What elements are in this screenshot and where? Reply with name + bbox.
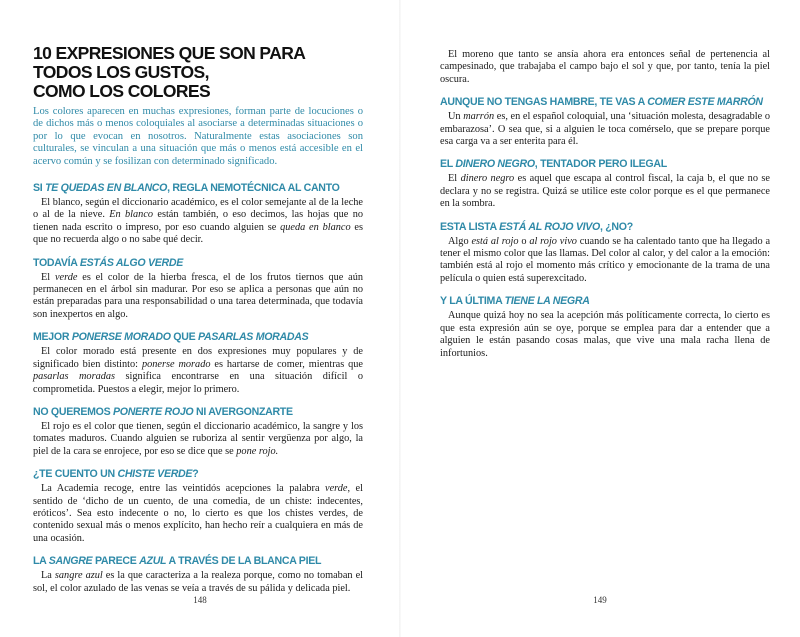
heading-text: Y LA ÚLTIMA <box>440 295 505 308</box>
section-paragraph <box>33 570 363 595</box>
heading-expression: ESTÁ AL ROJO VIVO <box>499 220 600 233</box>
continued-paragraph: El moreno que tanto se ansía ahora era entonces señal de pertenencia al campesinado, que trabajaba el campo bajo el sol y que, por tanto, tenía la piel oscura. <box>440 49 770 85</box>
text-run: El color morado está presente en dos expresiones muy populares y de significado bien distinto: <box>33 346 363 370</box>
heading-expression: COMER ESTE MARRÓN <box>647 96 763 109</box>
text-run: El <box>41 271 55 283</box>
heading-text: ESTA LISTA <box>440 220 500 233</box>
heading-expression: TIENE LA NEGRA <box>504 295 590 308</box>
text-run: La Academia recoge, entre las veintidós acepciones la palabra <box>41 483 326 495</box>
italic-phrase: En blanco <box>109 209 154 221</box>
italic-phrase: pone rojo. <box>236 445 279 457</box>
heading-expression: PONERSE MORADO <box>71 331 171 344</box>
heading-text: LA <box>33 555 49 568</box>
heading-expression: CHISTE VERDE <box>117 468 193 481</box>
heading-text: QUE <box>170 331 198 344</box>
text-run: El blanco, según el diccionario académico, es el color semejante al de la leche o al de la nieve. <box>33 197 363 221</box>
text-run: Aunque quizá hoy no sea la acepción más políticamente correcta, lo cierto es que esta expresión aún se oye, porque se emplea para dar a entender que a alguien le están pasando cosas malas, que vive una mala racha llena de infortunios. <box>440 310 770 359</box>
section-heading <box>440 158 770 170</box>
section-paragraph <box>33 346 363 396</box>
section-paragraph <box>33 272 363 322</box>
text-run: Un <box>448 111 464 123</box>
chapter-title <box>33 44 363 101</box>
text-run: La <box>41 570 55 582</box>
text-run: es, en el español coloquial, una ‘situación molesta, desagradable o embarazosa’. O sea que, si a alguien le toca comérselo, que se prepare porque esa carga va a ser enterita para él. <box>440 111 770 148</box>
text-run: significa encontrarse en una situación difícil o comprometida. Puestos a elegir, mejor lo primero. <box>33 371 363 395</box>
heading-expression: AZUL <box>139 555 167 568</box>
text-run: El rojo es el color que tienen, según el diccionario académico, la sangre y los tomates maduros. Cuando alguien se ruboriza al sentir vergüenza por algo, la piel de la cara se enrojece, por eso se dice que se <box>33 420 363 457</box>
heading-text: , REGLA NEMOTÉCNICA AL CANTO <box>167 182 340 195</box>
section-paragraph <box>440 173 770 210</box>
right-column <box>440 40 770 370</box>
italic-phrase: sangre azul <box>54 570 103 582</box>
italic-phrase: verde <box>325 483 348 495</box>
section-paragraph <box>440 310 770 360</box>
section-heading <box>440 96 770 108</box>
page-number-right: 149 <box>593 595 607 605</box>
heading-text: MEJOR <box>33 331 72 344</box>
section-heading <box>33 331 363 343</box>
heading-text: EL <box>440 158 456 171</box>
section-paragraph <box>33 483 363 545</box>
section-heading <box>33 468 363 480</box>
heading-expression: ESTÁS ALGO VERDE <box>79 256 183 269</box>
right-sections <box>440 96 770 360</box>
text-run: están también, o eso decimos, las hojas que no tienen nada escrito o impreso, por eso cuando alguien se <box>33 209 363 233</box>
italic-phrase: queda en blanco <box>280 221 351 233</box>
section-paragraph <box>33 197 363 247</box>
heading-expression: SANGRE <box>48 555 93 568</box>
heading-text: SI <box>33 182 46 195</box>
heading-text: NI AVERGONZARTE <box>193 405 293 418</box>
text-run: es hartarse de comer, mientras que <box>210 358 363 370</box>
italic-phrase: marrón <box>463 111 495 123</box>
chapter-intro: Los colores aparecen en muchas expresiones, forman parte de locuciones o de dichos más o menos coloquiales al asociarse a determinadas situaciones o por lo que evocan en nosotros. Naturalmente estas asociaciones son culturales, se vinculan a una situación que más o menos está accesible en el acervo común y se fosilizan con determinado significado. <box>33 106 363 167</box>
left-sections <box>33 182 363 595</box>
section-heading <box>33 555 363 567</box>
section-heading <box>440 295 770 307</box>
heading-text: TODAVÍA <box>33 256 80 269</box>
text-run: o <box>518 235 530 247</box>
text-run: El <box>448 173 461 185</box>
heading-expression: PONERTE ROJO <box>112 405 194 418</box>
italic-phrase: verde <box>54 271 78 283</box>
text-run: Algo <box>448 235 472 247</box>
text-run: es la que caracteriza a la realeza porque, como no tomaban el sol, el color azulado de las venas se veía a través de su pálida y delicada piel. <box>33 570 364 594</box>
section-heading <box>33 182 363 194</box>
chapter-title-line-1: 10 EXPRESIONES QUE SON PARA TODOS LOS GUSTOS, <box>33 43 305 82</box>
section-paragraph <box>33 421 363 458</box>
heading-text: NO QUEREMOS <box>33 405 113 418</box>
heading-expression: TE QUEDAS EN BLANCO <box>45 182 168 195</box>
italic-phrase: está al rojo <box>471 235 519 247</box>
heading-text: , TENTADOR PERO ILEGAL <box>534 158 667 171</box>
heading-text: AUNQUE NO TENGAS HAMBRE, TE VAS A <box>440 96 648 109</box>
heading-expression: DINERO NEGRO <box>455 158 535 171</box>
italic-phrase: pasarlas moradas <box>33 371 116 383</box>
text-run: es aquel que escapa al control fiscal, la caja b, el que no se declara y no se registra. Quizá se utilice este color porque es el que permanece en la sombra. <box>440 173 770 210</box>
heading-text: ¿TE CUENTO UN <box>33 468 118 481</box>
text-run: , el sentido de ‘dicho de un cuento, de una comedia, de un chiste: indecentes, eróticos’. Sea esto indecente o no, lo cierto es que los chistes verdes, de contenido sexual más o menos explícito, han hecho reír a cualquiera en más de una ocasión. <box>33 483 363 544</box>
chapter-title-line-2: COMO LOS COLORES <box>33 81 211 101</box>
section-paragraph <box>440 236 770 286</box>
section-heading <box>33 257 363 269</box>
text-run: es el color de la hierba fresca, el de los frutos tiernos que aún permanecen en el árbol sin madurar. Por eso se aplica a personas que aún no están preparadas para una responsabilidad o una tarea determinada, que todavía son inexpertos en algo. <box>33 271 363 320</box>
heading-text: A TRAVÉS DE LA BLANCA PIEL <box>166 555 322 568</box>
page-number-left: 148 <box>193 595 207 605</box>
left-column <box>33 44 363 605</box>
italic-phrase: dinero negro <box>460 173 515 185</box>
heading-expression: PASARLAS MORADAS <box>197 331 309 344</box>
right-page <box>400 0 800 637</box>
italic-phrase: ponerse morado <box>141 358 211 370</box>
section-heading <box>440 221 770 233</box>
text-run: cuando se ha calentado tanto que ha llegado a tener el mismo color que las llamas. Del color al calor, y del calor a la emoción: también está al rojo el momento más crítico y emocionante de la trama de una película o quien está superexcitado. <box>440 235 771 284</box>
italic-phrase: al rojo vivo <box>529 235 577 247</box>
heading-text: ? <box>192 468 199 481</box>
heading-text: , ¿NO? <box>599 220 633 233</box>
heading-text: PARECE <box>92 555 140 568</box>
text-run: es que no recuerda algo o no sabe qué decir. <box>33 221 363 246</box>
section-heading <box>33 406 363 418</box>
section-paragraph <box>440 111 770 148</box>
